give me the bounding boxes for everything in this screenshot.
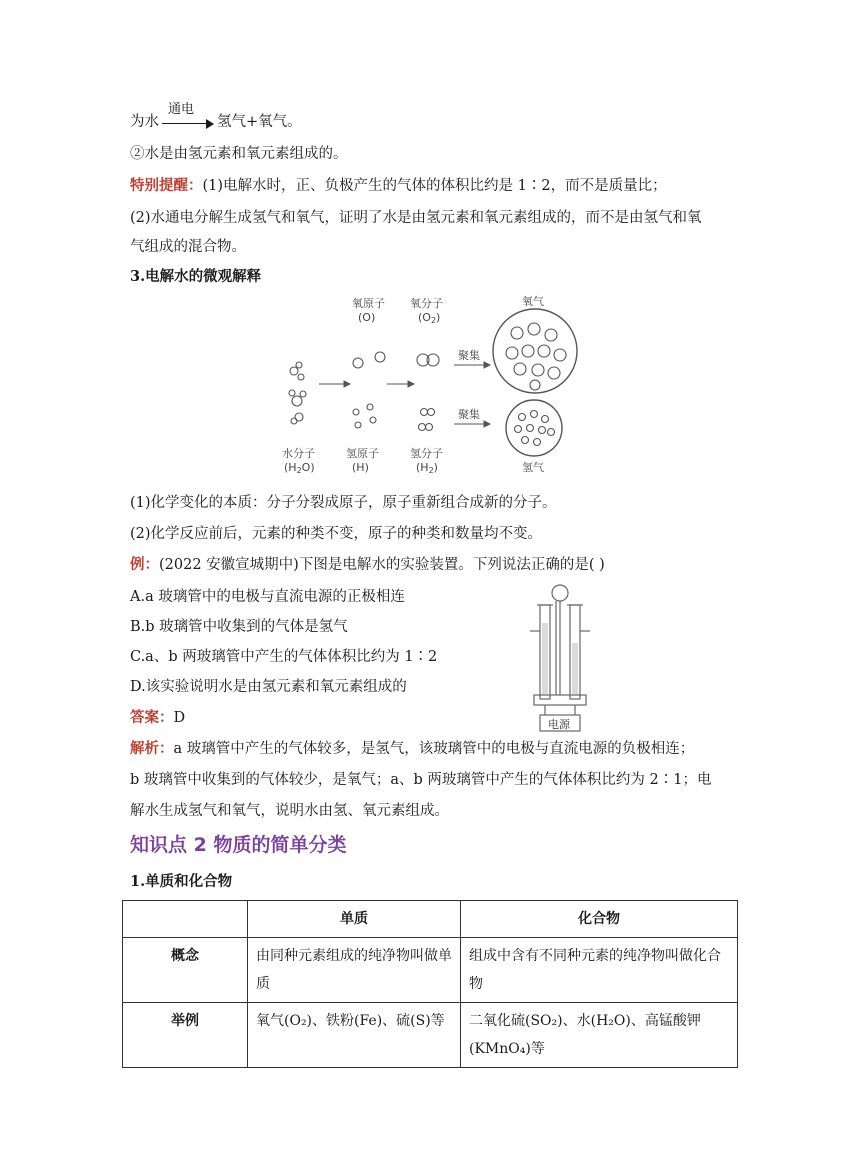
label-h2-molecule: 氢分子 — [410, 447, 443, 460]
equation-products: 氢气+氧气。 — [217, 114, 302, 130]
option-c: C.a、b 两玻璃管中产生的气体体积比约为 1∶2 — [130, 649, 438, 665]
analysis-label: 解析： — [130, 741, 174, 757]
reaction-condition: 通电 — [168, 102, 195, 117]
reaction-arrow — [162, 102, 214, 131]
knowledge-point-heading: 知识点 2 物质的简单分类 — [130, 834, 347, 856]
section-1-title: 1.单质和化合物 — [130, 873, 233, 890]
example-label: 例： — [130, 557, 159, 573]
table-row — [123, 1003, 738, 1068]
tip-text-2b: 气组成的混合物。 — [130, 239, 246, 255]
label-h2o-molecule: 水分子 — [282, 447, 315, 460]
label-o2-molecule: 氧分子 — [410, 297, 443, 310]
row-label-concept: 概念 — [123, 938, 248, 1003]
micro-explanation-2: (2)化学反应前后，元素的种类不变，原子的种类和数量均不变。 — [130, 526, 543, 542]
table-header-element: 单质 — [248, 901, 461, 938]
option-b: B.b 玻璃管中收集到的气体是氢气 — [130, 619, 348, 635]
answer-value: D — [173, 710, 186, 726]
cell-element-concept: 由同种元素组成的纯净物叫做单质 — [248, 938, 461, 1003]
label-h-atom: 氢原子 — [346, 447, 379, 460]
tip-label: 特别提醒： — [130, 178, 203, 194]
label-h2o-symbol: (H2O) — [284, 461, 315, 475]
analysis-text-1: a 玻璃管中产生的气体较多，是氢气，该玻璃管中的电极与直流电源的负极相连； — [173, 741, 695, 757]
example-text: (2022 安徽宣城期中)下图是电解水的实验装置。下列说法正确的是( ) — [159, 557, 605, 573]
label-o-atom: 氧原子 — [352, 297, 385, 310]
label-o2-molecule-symbol: (O2) — [418, 311, 441, 325]
tip-line-1 — [130, 175, 667, 197]
equation-line — [130, 102, 302, 133]
analysis-text-2: b 玻璃管中收集到的气体较少，是氧气；a、b 两玻璃管中产生的气体体积比约为 2∶1；电 — [130, 772, 712, 788]
cell-compound-examples: 二氧化硫(SO₂)、水(H₂O)、高锰酸钾(KMnO₄)等 — [461, 1003, 738, 1068]
cell-compound-concept: 组成中含有不同种元素的纯净物叫做化合物 — [461, 938, 738, 1003]
electrolysis-micro-diagram — [272, 293, 592, 485]
label-h-atom-symbol: (H) — [352, 461, 369, 474]
table-header-empty — [123, 901, 248, 938]
label-oxygen-gas: 氧气 — [522, 295, 544, 308]
classification-table — [122, 900, 738, 1068]
label-o-atom-symbol: (O) — [358, 311, 376, 324]
conclusion-line: ②水是由氢元素和氧元素组成的。 — [130, 146, 348, 162]
answer-label: 答案： — [130, 710, 174, 726]
analysis-text-3: 解水生成氢气和氧气，说明水由氢、氧元素组成。 — [130, 803, 449, 819]
option-d: D.该实验说明水是由氢元素和氧元素组成的 — [130, 679, 407, 695]
table-header-row — [123, 901, 738, 938]
tip-text-1: (1)电解水时，正、负极产生的气体的体积比约是 1∶2，而不是质量比； — [202, 178, 667, 194]
analysis-line-1 — [130, 738, 694, 760]
electrolysis-apparatus — [520, 583, 600, 735]
row-label-examples: 举例 — [123, 1003, 248, 1068]
table-row — [123, 938, 738, 1003]
answer-line — [130, 707, 185, 729]
tip-text-2a: (2)水通电分解生成氢气和氧气，证明了水是由氢元素和氧元素组成的，而不是由氢气和氧 — [130, 210, 702, 226]
equation-prefix: 为水 — [130, 114, 159, 130]
cell-element-examples: 氧气(O₂)、铁粉(Fe)、硫(S)等 — [248, 1003, 461, 1068]
label-gather-top: 聚集 — [458, 349, 480, 362]
micro-explanation-1: (1)化学变化的本质：分子分裂成原子，原子重新组合成新的分子。 — [130, 495, 557, 511]
label-gather-bottom: 聚集 — [458, 408, 480, 421]
example-line — [130, 554, 605, 576]
option-a: A.a 玻璃管中的电极与直流电源的正极相连 — [130, 589, 405, 605]
label-hydrogen-gas: 氢气 — [522, 461, 544, 474]
table-header-compound: 化合物 — [461, 901, 738, 938]
label-h2-molecule-symbol: (H2) — [416, 461, 438, 475]
section-3-title: 3.电解水的微观解释 — [130, 268, 262, 285]
power-source-label: 电源 — [548, 718, 570, 731]
